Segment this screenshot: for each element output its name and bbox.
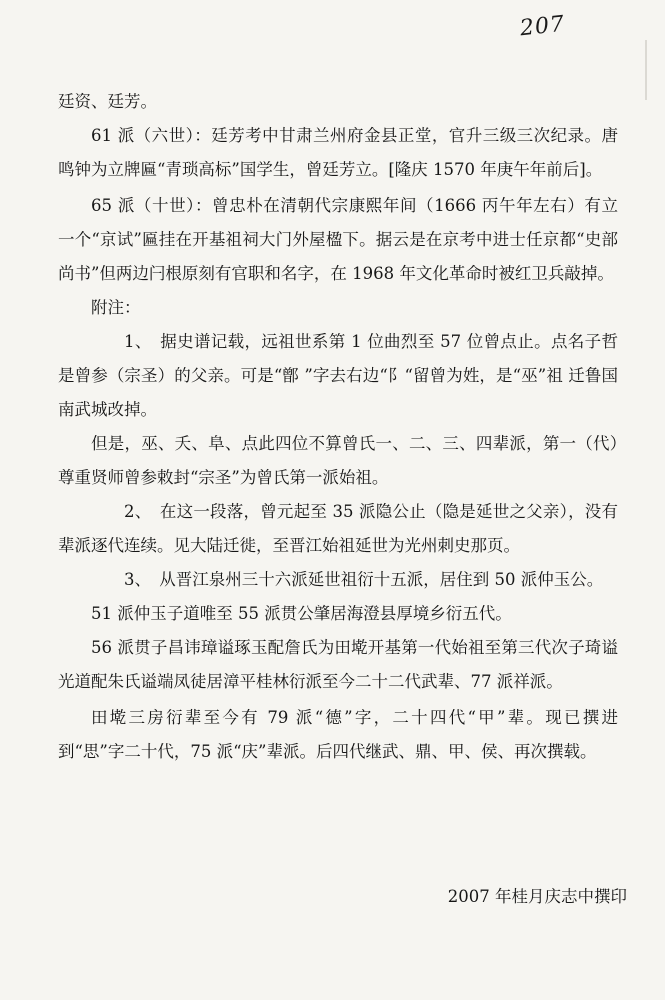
signature-line: 2007 年桂月庆志中撰印 [447,887,627,906]
scan-artifact [645,40,647,100]
note-1-continued: 但是，巫、夭、阜、点此四位不算曾氏一、二、三、四辈派，第一（代）尊重贤师曾参敕封“宗圣”为曾氏第一派始祖。 [58,434,618,487]
paragraph-65-pai: 65 派（十世）：曾忠朴在清朝代宗康熙年间（1666 丙午年左右）有立一个“京试”匾挂在开基祖祠大门外屋楹下。据云是在京考中进士任京都“史部尚书”但两边闩根原刻有官职和名字，在 1968 年文化革命时被红卫兵敲掉。 [58,196,618,283]
note-1: 1、 据史谱记载，远祖世系第 1 位曲烈至 57 位曾点止。点名子哲是曾参（宗圣）的父亲。可是“鄫 ”字去右边“阝“留曾为姓，是“巫”祖 迁鲁国南武城改掉。 [58,332,618,419]
paragraph-61-pai: 61 派（六世）：廷芳考中甘肃兰州府金县正堂，官升三级三次纪录。唐鸣钟为立牌匾“青琐高标”国学生，曾廷芳立。[隆庆 1570 年庚午年前后]。 [58,126,618,179]
paragraph-1: 廷资、廷芳。 [58,92,157,111]
paragraph-tianqian: 田墘三房衍辈至今有 79 派“德”字，二十四代“甲”辈。现已撰进到“思”字二十代，75 派“庆”辈派。后四代继武、鼎、甲、侯、再次撰载。 [58,708,618,761]
handwritten-page-number: 207 [518,11,567,42]
note-2: 2、 在这一段落，曾元起至 35 派隐公止（隐是延世之父亲），没有辈派逐代连续。见大陆迁徙，至晋江始祖延世为光州刺史那页。 [58,502,618,555]
paragraph-56-pai: 56 派贯子昌讳璋谥琢玉配詹氏为田墘开基第一代始祖至第三代次子琦谥光道配朱氏谥端凤徒居漳平桂林衍派至今二十二代武辈、77 派祥派。 [58,638,618,691]
document-body [58,85,618,769]
note-3: 3、 从晋江泉州三十六派延世祖衍十五派，居住到 50 派仲玉公。 [124,570,604,589]
paragraph-51-pai: 51 派仲玉子道唯至 55 派贯公肇居海澄县厚境乡衍五代。 [91,604,512,623]
notes-heading: 附注： [91,298,141,317]
